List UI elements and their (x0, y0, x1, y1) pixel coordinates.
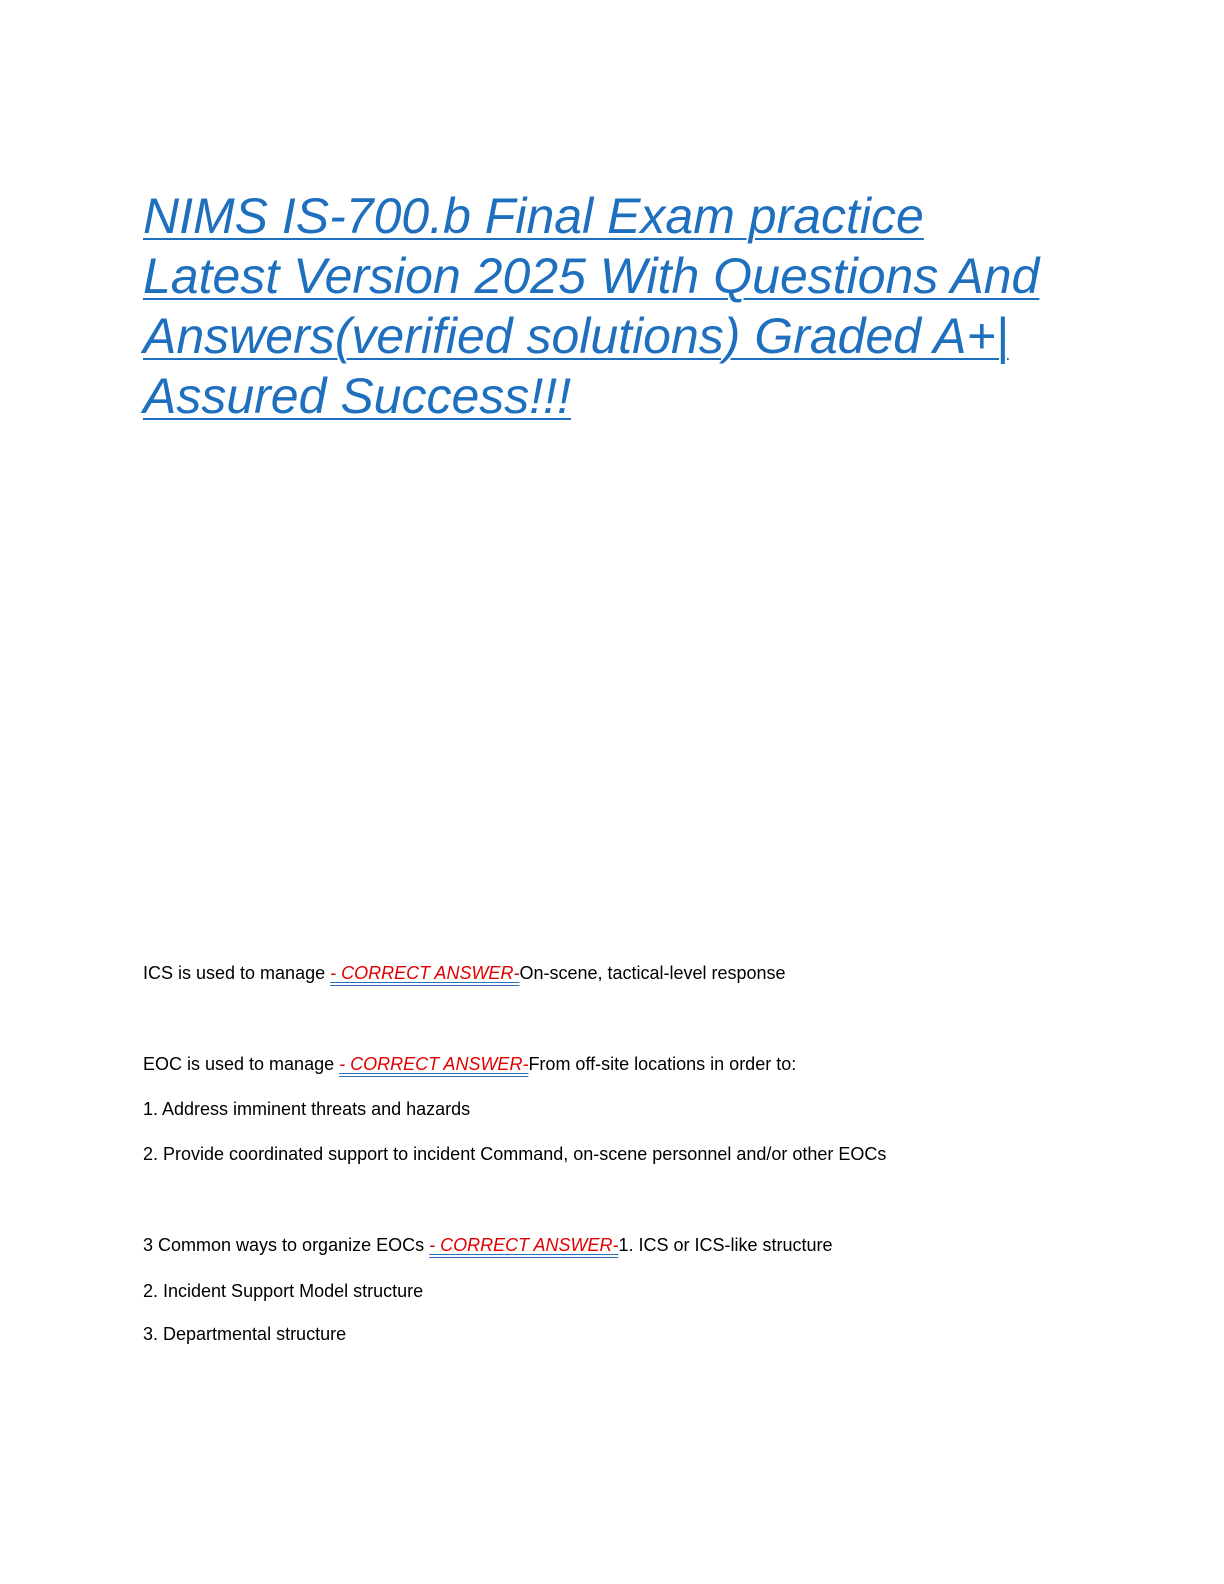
answer-line: 2. Provide coordinated support to incident Command, on-scene personnel and/or other EOCs (143, 1144, 887, 1164)
title-line: Answers(verified solutions) Graded A+| (143, 308, 1009, 364)
qa-item-eoc-organization (143, 1234, 833, 1256)
answer-text: 1. ICS or ICS-like structure (618, 1235, 833, 1255)
answer-line: 1. Address imminent threats and hazards (143, 1099, 471, 1119)
title-line: Latest Version 2025 With Questions And (143, 248, 1040, 304)
qa-item-ics (143, 962, 786, 984)
answer-line: 2. Incident Support Model structure (143, 1281, 424, 1301)
answer-text: From off-site locations in order to: (528, 1054, 797, 1074)
correct-answer-marker: - CORRECT ANSWER- (339, 1054, 529, 1074)
title-line: Assured Success!!! (143, 368, 571, 424)
question-text: ICS is used to manage (143, 963, 331, 983)
question-text: 3 Common ways to organize EOCs (143, 1235, 430, 1255)
document-title[interactable] (143, 186, 1143, 426)
qa-item-eoc (143, 1053, 796, 1075)
answer-line: 3. Departmental structure (143, 1324, 347, 1344)
correct-answer-marker: - CORRECT ANSWER- (330, 963, 520, 983)
answer-text: On-scene, tactical-level response (519, 963, 786, 983)
title-line: NIMS IS-700.b Final Exam practice (143, 188, 924, 244)
question-text: EOC is used to manage (143, 1054, 340, 1074)
correct-answer-marker: - CORRECT ANSWER- (429, 1235, 619, 1255)
